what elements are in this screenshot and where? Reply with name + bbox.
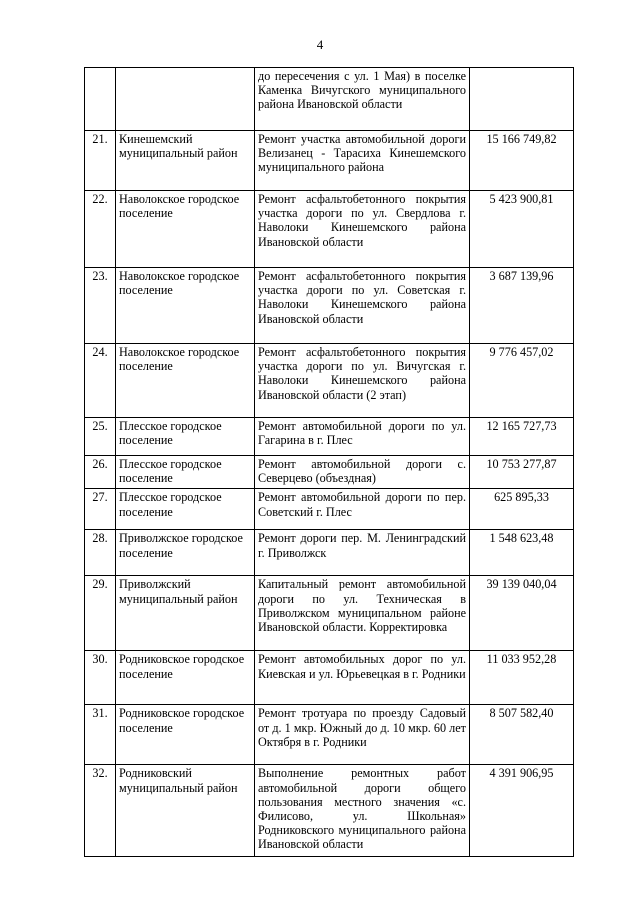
table-row [85,651,574,705]
page-number: 4 [316,37,324,52]
row-number [85,68,116,131]
amount-cell: 10 753 277,87 [470,456,574,489]
row-number: 22. [85,191,116,268]
amount-cell: 39 139 040,04 [470,576,574,651]
municipality-cell: Наволокское городское поселение [116,344,255,418]
table-row [85,418,574,456]
municipality-cell: Плесское городское поселение [116,456,255,489]
work-description-cell: Ремонт автомобильной дороги по ул. Гагарина в г. Плес [255,418,470,456]
table-row [85,576,574,651]
row-number: 27. [85,489,116,530]
road-repair-table [84,67,574,857]
municipality-cell: Родниковское городское поселение [116,651,255,705]
municipality-cell: Приволжское городское поселение [116,530,255,576]
row-number: 30. [85,651,116,705]
amount-cell: 3 687 139,96 [470,268,574,344]
amount-cell: 9 776 457,02 [470,344,574,418]
municipality-cell: Наволокское городское поселение [116,268,255,344]
work-description-cell: Ремонт тротуара по проезду Садовый от д. 1 мкр. Южный до д. 10 мкр. 60 лет Октября в г. Родники [255,705,470,765]
municipality-cell: Приволжский муниципальный район [116,576,255,651]
work-description-cell: Ремонт автомобильной дороги с. Северцево (объездная) [255,456,470,489]
row-number: 25. [85,418,116,456]
row-number: 28. [85,530,116,576]
amount-cell: 8 507 582,40 [470,705,574,765]
work-description-cell: Ремонт асфальтобетонного покрытия участка дороги по ул. Вичугская г. Наволоки Кинешемского района Ивановской области (2 этап) [255,344,470,418]
municipality-cell: Родниковский муниципальный район [116,765,255,857]
row-number: 26. [85,456,116,489]
municipality-cell: Родниковское городское поселение [116,705,255,765]
amount-cell [470,68,574,131]
work-description-cell: Капитальный ремонт автомобильной дороги по ул. Техническая в Приволжском муниципальном районе Ивановской области. Корректировка [255,576,470,651]
work-description-cell: Ремонт участка автомобильной дороги Велизанец - Тарасиха Кинешемского муниципального района [255,131,470,191]
table-row [85,344,574,418]
amount-cell: 5 423 900,81 [470,191,574,268]
table-row [85,68,574,131]
table-row [85,705,574,765]
table-row [85,530,574,576]
work-description-cell: Ремонт асфальтобетонного покрытия участка дороги по ул. Советская г. Наволоки Кинешемского района Ивановской области [255,268,470,344]
amount-cell: 12 165 727,73 [470,418,574,456]
row-number: 21. [85,131,116,191]
row-number: 24. [85,344,116,418]
amount-cell: 4 391 906,95 [470,765,574,857]
work-description-cell: Ремонт автомобильной дороги по пер. Советский г. Плес [255,489,470,530]
table-body [85,68,574,857]
amount-cell: 1 548 623,48 [470,530,574,576]
work-description-cell: Выполнение ремонтных работ автомобильной дороги общего пользования местного значения «с. Филисово, ул. Школьная» Родниковского муниципального района Ивановской области [255,765,470,857]
municipality-cell: Кинешемский муниципальный район [116,131,255,191]
table-row [85,765,574,857]
municipality-cell [116,68,255,131]
row-number: 31. [85,705,116,765]
work-description-cell: Ремонт дороги пер. М. Ленинградский г. Приволжск [255,530,470,576]
table-row [85,268,574,344]
amount-cell: 15 166 749,82 [470,131,574,191]
row-number: 29. [85,576,116,651]
row-number: 32. [85,765,116,857]
municipality-cell: Наволокское городское поселение [116,191,255,268]
table-row [85,191,574,268]
table-row [85,131,574,191]
work-description-cell: Ремонт асфальтобетонного покрытия участка дороги по ул. Свердлова г. Наволоки Кинешемского района Ивановской области [255,191,470,268]
amount-cell: 625 895,33 [470,489,574,530]
table-row [85,489,574,530]
work-description-cell: Ремонт автомобильных дорог по ул. Киевская и ул. Юрьевецкая в г. Родники [255,651,470,705]
municipality-cell: Плесское городское поселение [116,418,255,456]
amount-cell: 11 033 952,28 [470,651,574,705]
table-row [85,456,574,489]
row-number: 23. [85,268,116,344]
municipality-cell: Плесское городское поселение [116,489,255,530]
work-description-cell: до пересечения с ул. 1 Мая) в поселке Каменка Вичугского муниципального района Ивановской области [255,68,470,131]
